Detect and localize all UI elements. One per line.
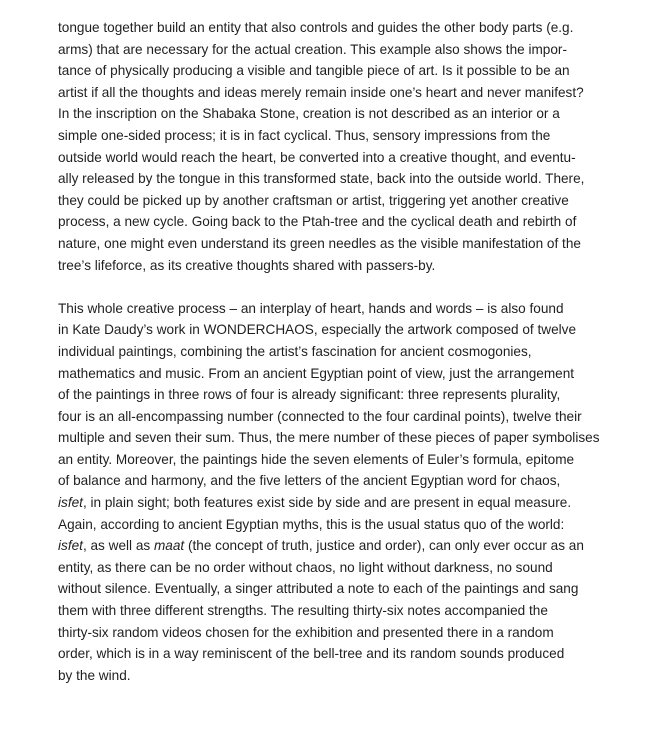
text-line: of the paintings in three rows of four is already significant: three represents plurality,	[58, 387, 561, 403]
text-fragment: (the concept of truth, justice and order), can only ever occur as an	[184, 538, 584, 554]
text-line: This whole creative process – an interplay of heart, hands and words – is also found	[58, 300, 564, 316]
text-line: they could be picked up by another craftsman or artist, triggering yet another creative	[58, 192, 569, 208]
text-line: without silence. Eventually, a singer attributed a note to each of the paintings and sang	[58, 581, 579, 597]
text-line: Again, according to ancient Egyptian myths, this is the usual status quo of the world:	[58, 516, 565, 532]
text-line: of balance and harmony, and the five letters of the ancient Egyptian word for chaos,	[58, 473, 561, 489]
text-line: entity, as there can be no order without chaos, no light without darkness, no sound	[58, 559, 553, 575]
text-line: four is an all-encompassing number (connected to the four cardinal points), twelve their	[58, 408, 582, 424]
text-line: order, which is in a way reminiscent of the bell-tree and its random sounds produced	[58, 646, 565, 662]
text-line: individual paintings, combining the artist’s fascination for ancient cosmogonies,	[58, 343, 532, 359]
text-line: tree’s lifeforce, as its creative thoughts shared with passers-by.	[58, 257, 436, 273]
text-line	[58, 492, 628, 514]
text-line: ally released by the tongue in this transformed state, back into the outside world. There,	[58, 171, 585, 187]
text-line: process, a new cycle. Going back to the Ptah-tree and the cyclical death and rebirth of	[58, 214, 577, 230]
text-line: tance of physically producing a visible and tangible piece of art. Is it possible to be an	[58, 63, 570, 79]
text-line: In the inscription on the Shabaka Stone, creation is not described as an interior or a	[58, 106, 560, 122]
italic-term-isfet: isfet	[58, 538, 83, 554]
text-line: mathematics and music. From an ancient Egyptian point of view, just the arrangement	[58, 365, 575, 381]
text-line: outside world would reach the heart, be converted into a creative thought, and eventu-	[58, 149, 576, 165]
paragraph-2	[58, 298, 628, 687]
text-line: arms) that are necessary for the actual creation. This example also shows the impor-	[58, 41, 567, 57]
text-line: an entity. Moreover, the paintings hide the seven elements of Euler’s formula, epitome	[58, 451, 575, 467]
italic-term-maat: maat	[153, 538, 185, 554]
text-line: artist if all the thoughts and ideas merely remain inside one’s heart and never manifest?	[58, 84, 584, 100]
text-line: tongue together build an entity that also controls and guides the other body parts (e.g.	[58, 20, 574, 35]
text-fragment: , in plain sight; both features exist side by side and are present in equal measure.	[82, 495, 572, 511]
text-fragment: , as well as	[82, 538, 154, 554]
document-page	[58, 17, 628, 686]
italic-term-isfet: isfet	[58, 495, 83, 511]
text-line: multiple and seven their sum. Thus, the mere number of these pieces of paper symbolises	[58, 430, 600, 446]
text-line: in Kate Daudy’s work in WONDERCHAOS, especially the artwork composed of twelve	[58, 322, 577, 338]
text-line: simple one-sided process; it is in fact cyclical. Thus, sensory impressions from the	[58, 127, 551, 143]
paragraph-1	[58, 17, 628, 276]
text-line: thirty-six random videos chosen for the exhibition and presented there in a random	[58, 624, 554, 640]
text-line: them with three different strengths. The resulting thirty-six notes accompanied the	[58, 603, 548, 619]
text-line: by the wind.	[58, 667, 131, 683]
text-line	[58, 535, 628, 557]
text-line: nature, one might even understand its green needles as the visible manifestation of the	[58, 235, 581, 251]
